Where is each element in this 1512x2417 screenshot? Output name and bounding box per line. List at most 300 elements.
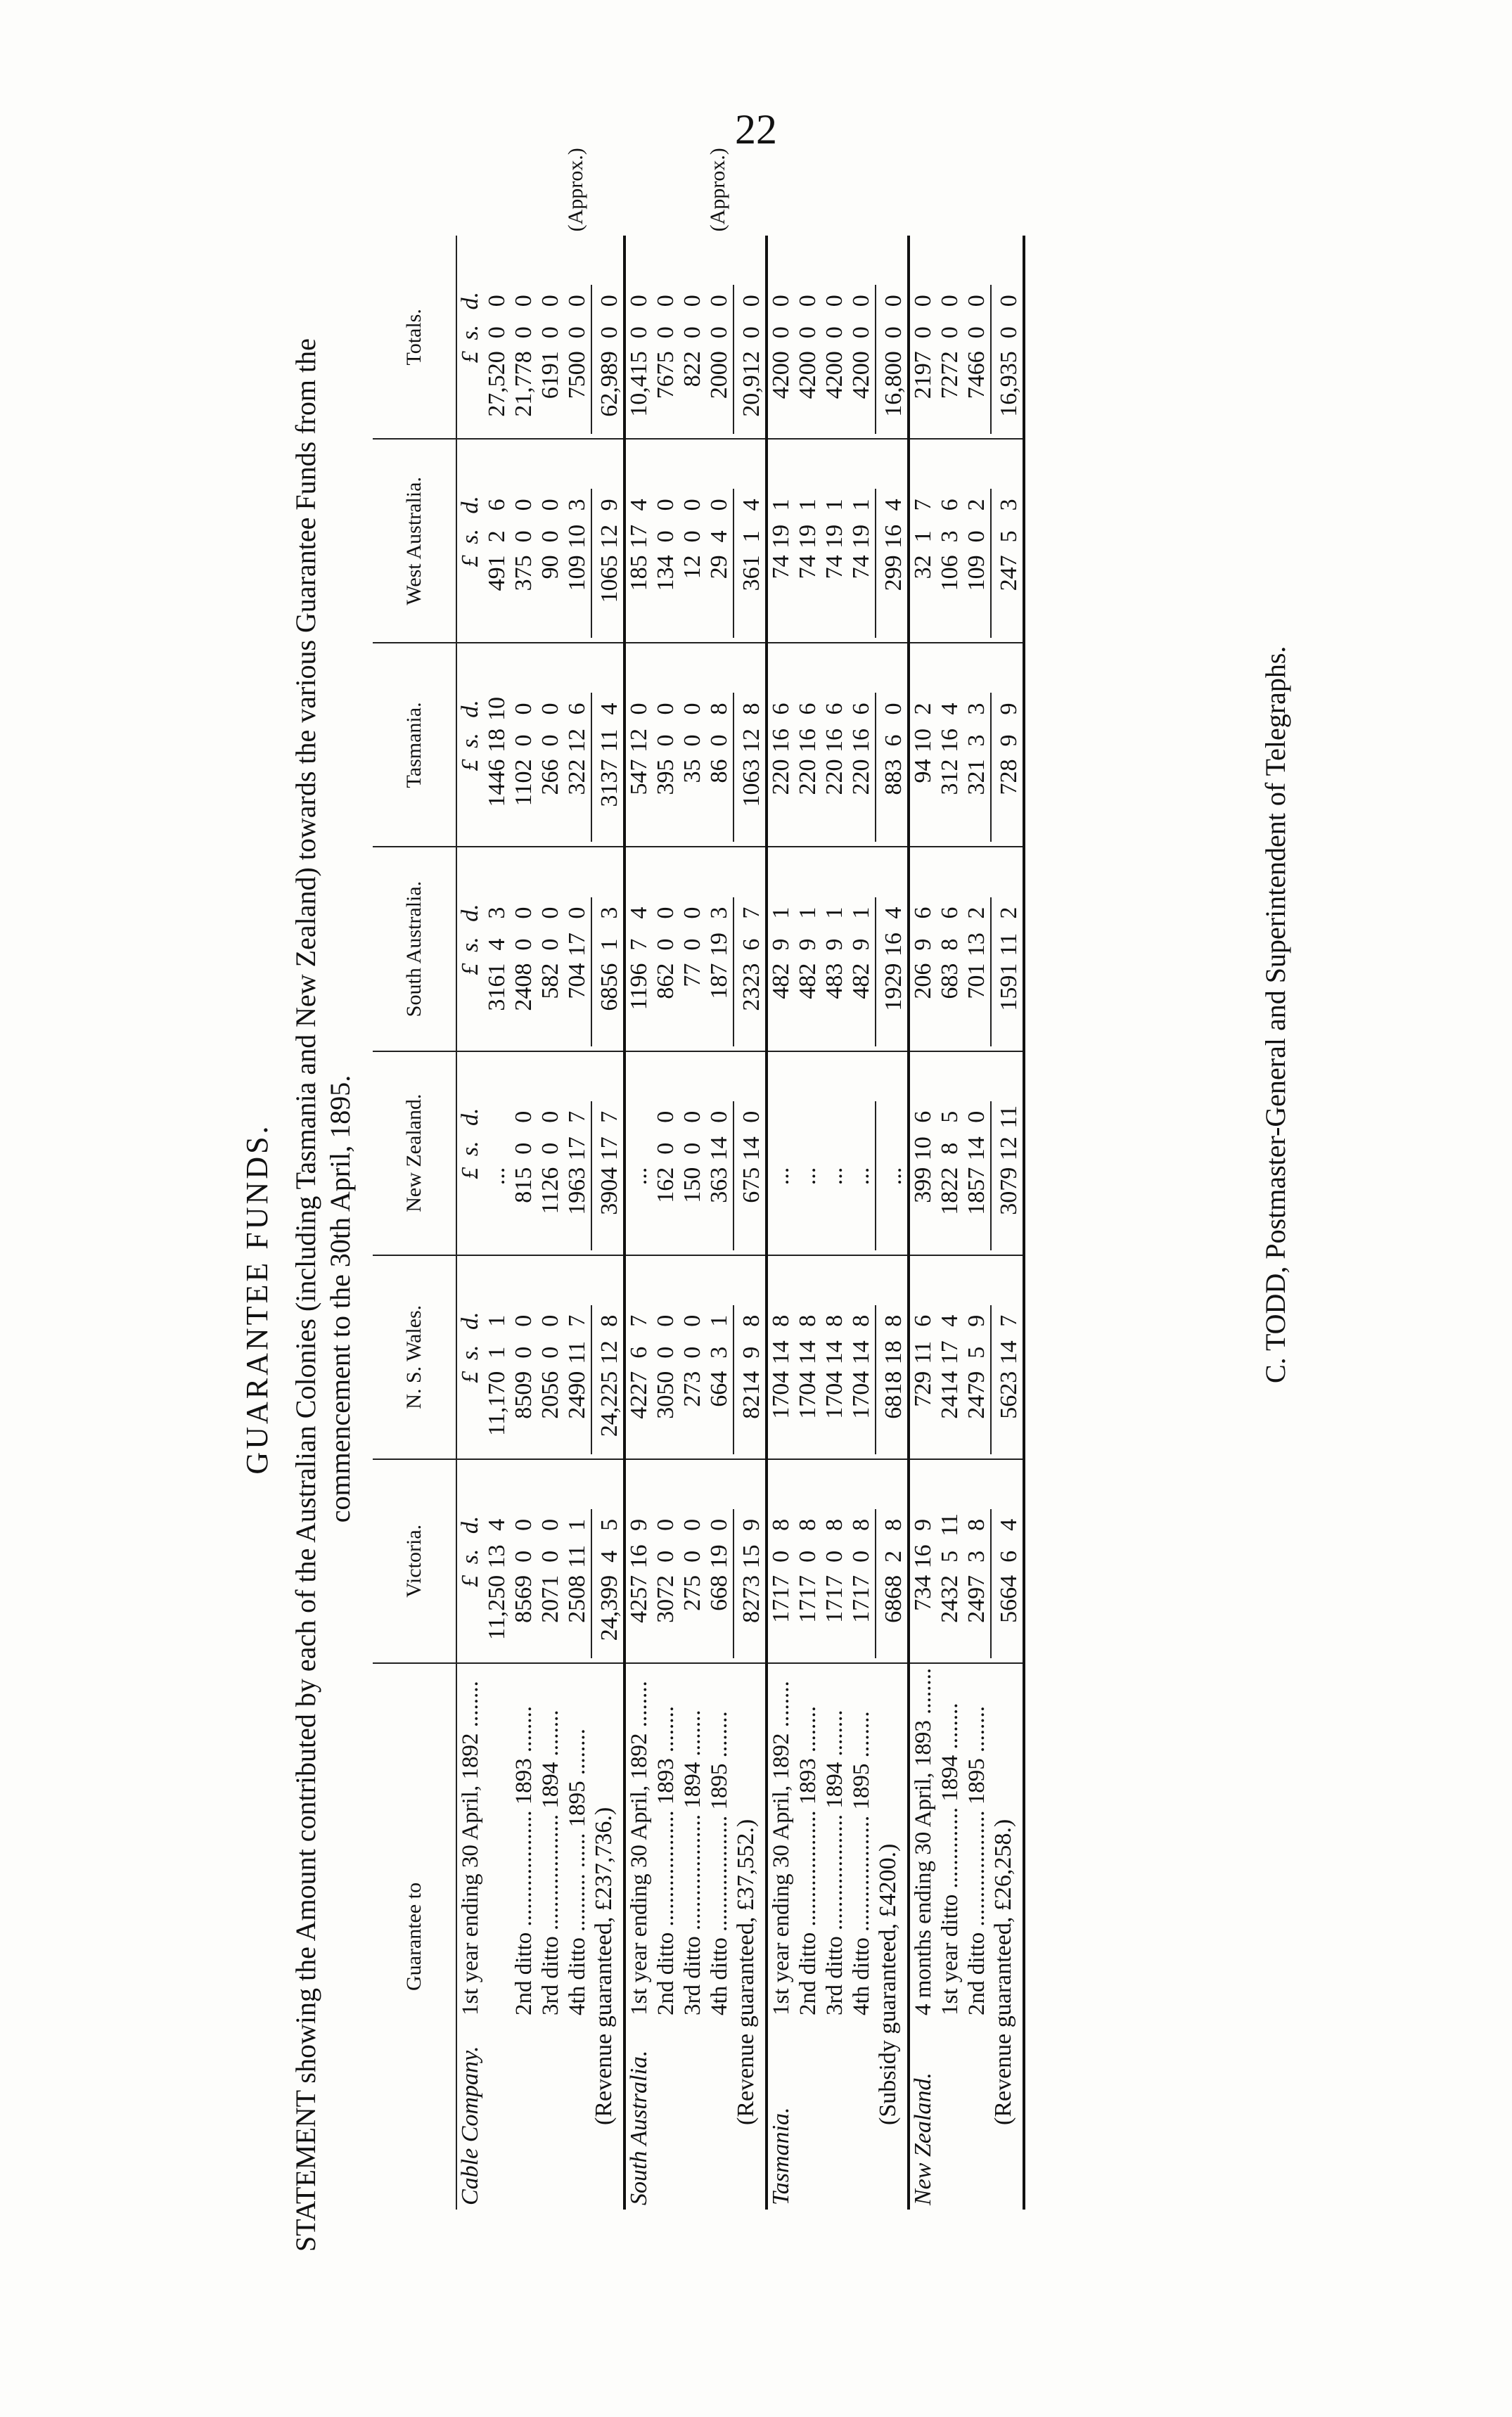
pence: 0 [738, 1110, 764, 1123]
amount-value [875, 1305, 907, 1454]
shillings: 19 [795, 524, 821, 549]
shillings: 9 [848, 938, 874, 951]
pence: 0 [679, 1110, 705, 1123]
pounds: 1857 [963, 1167, 989, 1215]
amount-cell [624, 1051, 653, 1255]
amount-value [564, 489, 590, 638]
amount-value [591, 285, 623, 434]
table-row [564, 117, 591, 2210]
shillings: 0 [679, 326, 705, 339]
row-label: 2nd ditto .................... 1895 ........ [964, 1705, 989, 2015]
pounds: 4200 [821, 351, 847, 399]
amount-value [706, 1305, 732, 1454]
shillings: 0 [795, 326, 821, 339]
pence: 8 [880, 1518, 906, 1531]
pence: 9 [910, 1518, 936, 1531]
amount-cell [990, 643, 1024, 847]
pence: 6 [768, 703, 794, 715]
amount-cell [733, 1051, 767, 1255]
pounds: 3050 [653, 1371, 679, 1419]
amount-value [511, 285, 537, 434]
row-label: 2nd ditto .................... 1893 ........ [653, 1705, 679, 2015]
lsd-header-shillings: s. [457, 1345, 483, 1361]
pounds: 35 [679, 759, 705, 783]
pence: 0 [653, 703, 679, 715]
pounds: 582 [537, 963, 563, 999]
pounds: 1446 [484, 759, 510, 807]
amount-value [706, 897, 732, 1046]
amount-cell [537, 643, 564, 847]
col-victoria: Victoria. [373, 1459, 456, 1663]
shillings: 0 [511, 1346, 537, 1359]
pence: 1 [564, 1518, 590, 1531]
row-label-cell [511, 1663, 537, 2210]
pence: 0 [653, 499, 679, 511]
amount-cell [591, 847, 624, 1051]
amount-value [706, 1101, 732, 1250]
amount-value [795, 1305, 821, 1454]
page-title: GUARANTEE FUNDS. [240, 1123, 274, 1475]
pence: 6 [910, 1314, 936, 1327]
amount-value [768, 489, 794, 638]
pounds: ... [880, 1167, 906, 1186]
amount-cell [733, 847, 767, 1051]
amount-cell [937, 1051, 963, 1255]
shillings: 8 [937, 938, 963, 951]
pounds: 1929 [880, 963, 906, 1011]
amount-value [653, 1101, 679, 1250]
amount-value [626, 1509, 652, 1658]
section-name: New Zealand. [910, 2072, 936, 2205]
shillings: 0 [511, 1142, 537, 1155]
pence: 6 [910, 906, 936, 919]
amount-value [484, 1305, 510, 1454]
pounds: 1822 [937, 1167, 963, 1215]
amount-value [511, 489, 537, 638]
pounds: 7466 [963, 351, 989, 399]
amount-value [626, 897, 652, 1046]
amount-cell [733, 1459, 767, 1663]
pence: 11 [996, 1105, 1022, 1129]
row-label-cell [767, 1663, 795, 2210]
shillings: 19 [768, 524, 794, 549]
lsd-header-pounds: £ [457, 1167, 483, 1179]
row-label: 4th ditto .................... 1895 ........ [707, 1711, 732, 2015]
amount-cell [733, 236, 767, 439]
shillings: 12 [738, 728, 764, 752]
pence: 3 [484, 906, 510, 919]
amount-cell [937, 439, 963, 643]
amount-cell [456, 847, 511, 1051]
col-west-australia: West Australia. [373, 439, 456, 643]
lsd-header-pounds: £ [457, 1575, 483, 1587]
pounds: 6868 [880, 1575, 906, 1623]
pounds: 7272 [937, 351, 963, 399]
shillings: 0 [484, 326, 510, 339]
pence: 0 [511, 703, 537, 715]
amount-value [910, 1305, 936, 1454]
amount-value [768, 1305, 794, 1454]
pence: 0 [679, 906, 705, 919]
amount-cell [848, 643, 875, 847]
amount-cell [848, 1051, 875, 1255]
pounds: 1963 [564, 1167, 590, 1215]
pence: 9 [626, 1518, 652, 1531]
lsd-header [457, 240, 484, 434]
amount-value [591, 1101, 623, 1250]
pence: 5 [596, 1518, 622, 1531]
amount-value [653, 1509, 679, 1658]
amount-cell [537, 1255, 564, 1459]
shillings: 0 [706, 326, 732, 339]
pence: 6 [821, 703, 847, 715]
amount-cell [564, 1255, 591, 1459]
pounds: 1704 [768, 1371, 794, 1419]
pounds: 16,800 [880, 351, 906, 417]
shillings: 11 [596, 729, 622, 752]
pounds: 482 [795, 963, 821, 999]
amount-value [795, 285, 821, 434]
shillings: 0 [537, 938, 563, 951]
amount-value [963, 489, 989, 638]
amount-cell [511, 643, 537, 847]
pence: 9 [738, 1518, 764, 1531]
amount-cell [706, 1255, 733, 1459]
amount-cell [679, 1459, 706, 1663]
amount-cell [795, 847, 821, 1051]
pence: 8 [848, 1518, 874, 1531]
pounds: 1704 [848, 1371, 874, 1419]
amount-value [963, 1101, 989, 1250]
pounds: 109 [963, 555, 989, 591]
shillings: 9 [768, 938, 794, 951]
amount-value [990, 489, 1023, 638]
amount-value [626, 489, 652, 638]
amount-value [679, 1305, 705, 1454]
lsd-header-shillings: s. [457, 324, 483, 340]
amount-value [537, 693, 563, 842]
total-label: (Revenue guaranteed, £26,258.) [990, 1663, 1024, 2210]
amount-value [653, 693, 679, 842]
pounds: 883 [880, 759, 906, 795]
amount-cell [733, 439, 767, 643]
pence: 0 [653, 295, 679, 307]
amount-cell [795, 1051, 821, 1255]
amount-value [537, 489, 563, 638]
pence: 0 [706, 499, 732, 511]
row-label-cell [537, 1663, 564, 2210]
pence: 7 [564, 1110, 590, 1123]
amount-value [963, 693, 989, 842]
shillings: 13 [484, 1544, 510, 1569]
lsd-header-pence: d. [457, 1108, 483, 1126]
amount-cell [767, 439, 795, 643]
amount-cell [767, 847, 795, 1051]
pounds: 21,778 [511, 351, 537, 417]
shillings: 13 [963, 932, 989, 957]
shillings: 11 [564, 1340, 590, 1364]
shillings: 6 [996, 1550, 1022, 1563]
amount-cell [875, 643, 909, 847]
pounds: ... [484, 1167, 510, 1186]
pence: 8 [821, 1518, 847, 1531]
amount-value [990, 897, 1023, 1046]
amount-value [875, 897, 907, 1046]
amount-cell [564, 236, 591, 439]
pence: 3 [596, 906, 622, 919]
pence: 9 [596, 499, 622, 511]
pounds: 106 [937, 555, 963, 591]
pounds: 1717 [768, 1575, 794, 1623]
col-tasmania: Tasmania. [373, 643, 456, 847]
amount-value [768, 1101, 794, 1250]
pounds: 2071 [537, 1575, 563, 1623]
amount-cell [821, 439, 848, 643]
pence: 7 [596, 1110, 622, 1123]
shillings: 0 [537, 530, 563, 543]
amount-value [484, 489, 510, 638]
amount-cell [624, 236, 653, 439]
amount-cell [963, 643, 990, 847]
amount-value [626, 1305, 652, 1454]
lsd-header [457, 852, 484, 1046]
pounds: 728 [996, 759, 1022, 795]
pounds: 206 [910, 963, 936, 999]
amount-cell [990, 1051, 1024, 1255]
amount-value [511, 693, 537, 842]
amount-value [848, 897, 874, 1046]
lsd-header [457, 1056, 484, 1250]
shillings: 0 [848, 326, 874, 339]
pence: 9 [996, 703, 1022, 715]
pounds: 10,415 [626, 351, 652, 417]
table-row [848, 117, 875, 2210]
shillings: 14 [996, 1340, 1022, 1365]
pence: 3 [706, 906, 732, 919]
pence: 0 [795, 295, 821, 307]
amount-cell [909, 1255, 937, 1459]
shillings: 14 [821, 1340, 847, 1365]
amount-cell [990, 439, 1024, 643]
amount-value [564, 285, 590, 434]
pounds: 482 [768, 963, 794, 999]
amount-value [821, 285, 847, 434]
pence: 0 [537, 906, 563, 919]
lsd-header-pounds: £ [457, 759, 483, 771]
lsd-header-pounds: £ [457, 555, 483, 568]
pounds: 62,989 [596, 351, 622, 417]
amount-cell [767, 643, 795, 847]
shillings: 0 [537, 1346, 563, 1359]
guarantee-funds-table [373, 117, 1025, 2210]
pounds: 299 [880, 555, 906, 591]
amount-value [591, 489, 623, 638]
pounds: 8569 [511, 1575, 537, 1623]
pounds: 150 [679, 1167, 705, 1203]
pence: 0 [653, 906, 679, 919]
amount-cell [875, 847, 909, 1051]
amount-value [795, 897, 821, 1046]
amount-cell [767, 1459, 795, 1663]
shillings: 11 [910, 1340, 936, 1364]
amount-cell [990, 1255, 1024, 1459]
pounds: 24,225 [596, 1371, 622, 1437]
pounds: 2432 [937, 1575, 963, 1623]
amount-value [963, 1509, 989, 1658]
pence: 0 [511, 1518, 537, 1531]
amount-cell [456, 643, 511, 847]
amount-cell [795, 236, 821, 439]
shillings: 9 [910, 938, 936, 951]
amount-cell [653, 1051, 679, 1255]
lsd-header-pence: d. [457, 496, 483, 514]
lsd-header-pounds: £ [457, 1371, 483, 1383]
pence: 7 [626, 1314, 652, 1327]
pence: 1 [821, 906, 847, 919]
shillings: 0 [537, 1142, 563, 1155]
amount-cell [937, 847, 963, 1051]
pence: 3 [996, 499, 1022, 511]
col-south-australia: South Australia. [373, 847, 456, 1051]
pence: 0 [706, 1110, 732, 1123]
amount-value [963, 897, 989, 1046]
pence: 4 [596, 703, 622, 715]
shillings: 0 [937, 326, 963, 339]
pence: 8 [821, 1314, 847, 1327]
pence: 0 [768, 295, 794, 307]
pence: 4 [626, 906, 652, 919]
pounds: 1196 [626, 963, 652, 1011]
shillings: 3 [963, 1550, 989, 1563]
amount-cell [706, 643, 733, 847]
pence: 0 [626, 295, 652, 307]
amount-cell [679, 1255, 706, 1459]
shillings: 0 [653, 938, 679, 951]
pence: 8 [738, 703, 764, 715]
shillings: 0 [511, 734, 537, 747]
amount-value [795, 489, 821, 638]
shillings: 1 [738, 530, 764, 543]
table-header-row [373, 117, 456, 2210]
amount-cell [591, 1255, 624, 1459]
section-name: Cable Company. [457, 2046, 483, 2205]
pounds: 12 [679, 555, 705, 579]
amount-cell [653, 439, 679, 643]
amount-value [821, 1305, 847, 1454]
amount-value [484, 285, 510, 434]
shillings: 19 [848, 524, 874, 549]
shillings: 7 [626, 938, 652, 951]
pounds: 220 [768, 759, 794, 795]
pounds: 363 [706, 1167, 732, 1203]
pounds: 2323 [738, 963, 764, 1011]
pounds: 322 [564, 759, 590, 795]
lsd-header-pence: d. [457, 292, 483, 310]
pounds: 668 [706, 1575, 732, 1611]
amount-cell [624, 1459, 653, 1663]
amount-cell [909, 1051, 937, 1255]
pounds: 2408 [511, 963, 537, 1011]
amount-cell [848, 1459, 875, 1663]
pence: 0 [910, 295, 936, 307]
amount-value [564, 897, 590, 1046]
amount-cell [909, 236, 937, 439]
pounds: 1591 [996, 963, 1022, 1011]
pounds: 3137 [596, 759, 622, 807]
amount-cell [591, 439, 624, 643]
pounds: 734 [910, 1575, 936, 1611]
amount-cell [909, 1459, 937, 1663]
pence: 1 [848, 906, 874, 919]
row-label: 4 months ending 30 April, 1893 ........ [911, 1667, 936, 2015]
amount-value [591, 1509, 623, 1658]
amount-cell [821, 1255, 848, 1459]
approx-note: (Approx.) [706, 148, 729, 232]
pounds: 701 [963, 963, 989, 999]
pence: 3 [564, 499, 590, 511]
pounds: ... [626, 1167, 652, 1186]
pounds: 7675 [653, 351, 679, 399]
amount-value [990, 1305, 1023, 1454]
shillings: 9 [795, 938, 821, 951]
pounds: 187 [706, 963, 732, 999]
amount-cell [909, 643, 937, 847]
amount-value [591, 1305, 623, 1454]
shillings: 17 [564, 1136, 590, 1161]
pence: 5 [937, 1110, 963, 1123]
shillings: 18 [484, 728, 510, 752]
amount-cell [963, 1255, 990, 1459]
pounds: 2490 [564, 1371, 590, 1419]
pounds: 247 [996, 555, 1022, 591]
section-name: Tasmania. [768, 2107, 794, 2205]
amount-value [795, 693, 821, 842]
pounds: 5664 [996, 1575, 1022, 1623]
amount-value [733, 693, 765, 842]
pounds: 6818 [880, 1371, 906, 1419]
pounds: 2479 [963, 1371, 989, 1419]
pounds: 704 [564, 963, 590, 999]
amount-cell [511, 847, 537, 1051]
shillings: 3 [937, 530, 963, 543]
amount-value [910, 1101, 936, 1250]
pounds: 2508 [564, 1575, 590, 1623]
pence: 8 [795, 1518, 821, 1531]
pounds: 3079 [996, 1167, 1022, 1215]
pence: 1 [821, 499, 847, 511]
pounds: 312 [937, 759, 963, 795]
lsd-header [457, 1464, 484, 1658]
pounds: ... [768, 1167, 794, 1186]
shillings: 14 [738, 1136, 764, 1161]
shillings: 4 [596, 1550, 622, 1563]
pounds: ... [848, 1167, 874, 1186]
approx-note: (Approx.) [564, 148, 587, 232]
pence: 6 [564, 703, 590, 715]
amount-cell [706, 1459, 733, 1663]
amount-cell [456, 1255, 511, 1459]
amount-cell [591, 1459, 624, 1663]
amount-cell [990, 1459, 1024, 1663]
row-label: 3rd ditto .................... 1894 ........ [822, 1710, 847, 2015]
pence: 1 [768, 499, 794, 511]
row-label-cell [679, 1663, 706, 2210]
pence: 1 [484, 1314, 510, 1327]
pounds: 8273 [738, 1575, 764, 1623]
pounds: 4257 [626, 1575, 652, 1623]
table-row [821, 117, 848, 2210]
amount-value [653, 1305, 679, 1454]
